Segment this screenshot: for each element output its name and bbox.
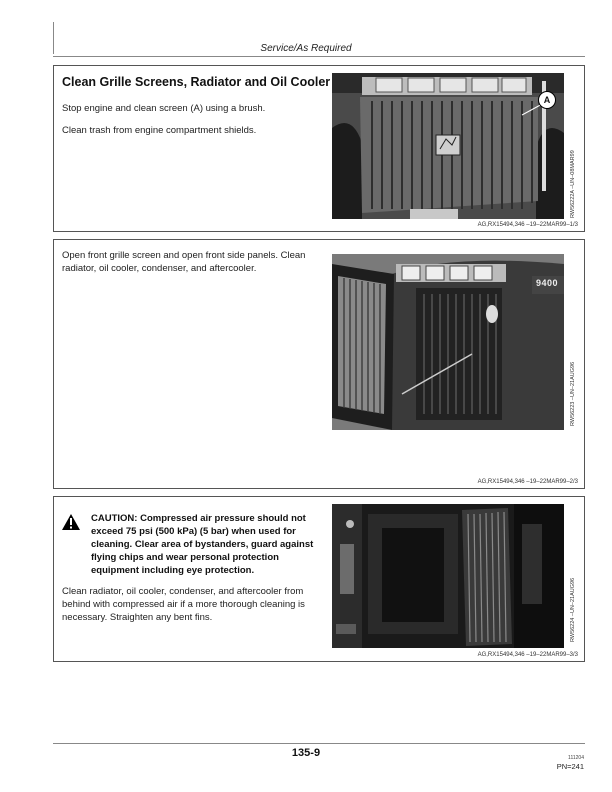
footer-rule [53, 743, 585, 744]
callout-a-label: A [543, 95, 551, 105]
open-grille-photo [332, 254, 564, 430]
section-1-box [53, 65, 585, 232]
footer-pn: PN=241 [556, 762, 584, 771]
section-2-para: Open front grille screen and open front side panels. Clean radiator, oil cooler, condenser, and aftercooler. [62, 250, 306, 274]
figure-id-1: RW56222A –UN–08MAR99 [570, 150, 576, 218]
model-badge: 9400 [536, 278, 559, 288]
ref-code-1: AG,RX15494,346 –19–22MAR99–1/3 [477, 222, 578, 228]
section-2-box [53, 239, 585, 489]
grille-illustration [332, 73, 564, 219]
open-grille-illustration [332, 254, 564, 430]
ref-code-3: AG,RX15494,346 –19–22MAR99–3/3 [477, 652, 578, 658]
radiator-rear-illustration [332, 504, 564, 648]
page-number: 135-9 [291, 747, 321, 759]
callout-a-marker [538, 91, 556, 109]
footer-date-code: 111204 [568, 755, 584, 761]
radiator-rear-photo [332, 504, 564, 648]
section-3-box [53, 496, 585, 662]
section-3-para: Clean radiator, oil cooler, condenser, and aftercooler from behind with compressed air if a more thorough cleaning is necessary. Straighten any bent fins. [62, 586, 305, 623]
section-1-para-1: Stop engine and clean screen (A) using a brush. [62, 103, 266, 114]
section-1-para-2: Clean trash from engine compartment shields. [62, 125, 257, 136]
caution-text: CAUTION: Compressed air pressure should not exceed 75 psi (500 kPa) (5 bar) when used for cleaning. Clear area of bystanders, guard against flying chips and wear personal protection equipment including eye protection. [91, 513, 314, 576]
warning-triangle-icon [62, 514, 80, 535]
grille-screen-photo [332, 73, 564, 219]
figure-id-2: RW56223 –UN–21AUG96 [570, 361, 576, 426]
header-rule [53, 56, 585, 57]
ref-code-2: AG,RX15494,346 –19–22MAR99–2/3 [477, 479, 578, 485]
running-header: Service/As Required [260, 43, 352, 54]
figure-id-3: RW56224 –UN–21AUG96 [570, 577, 576, 642]
section-title: Clean Grille Screens, Radiator and Oil Cooler [62, 75, 331, 89]
